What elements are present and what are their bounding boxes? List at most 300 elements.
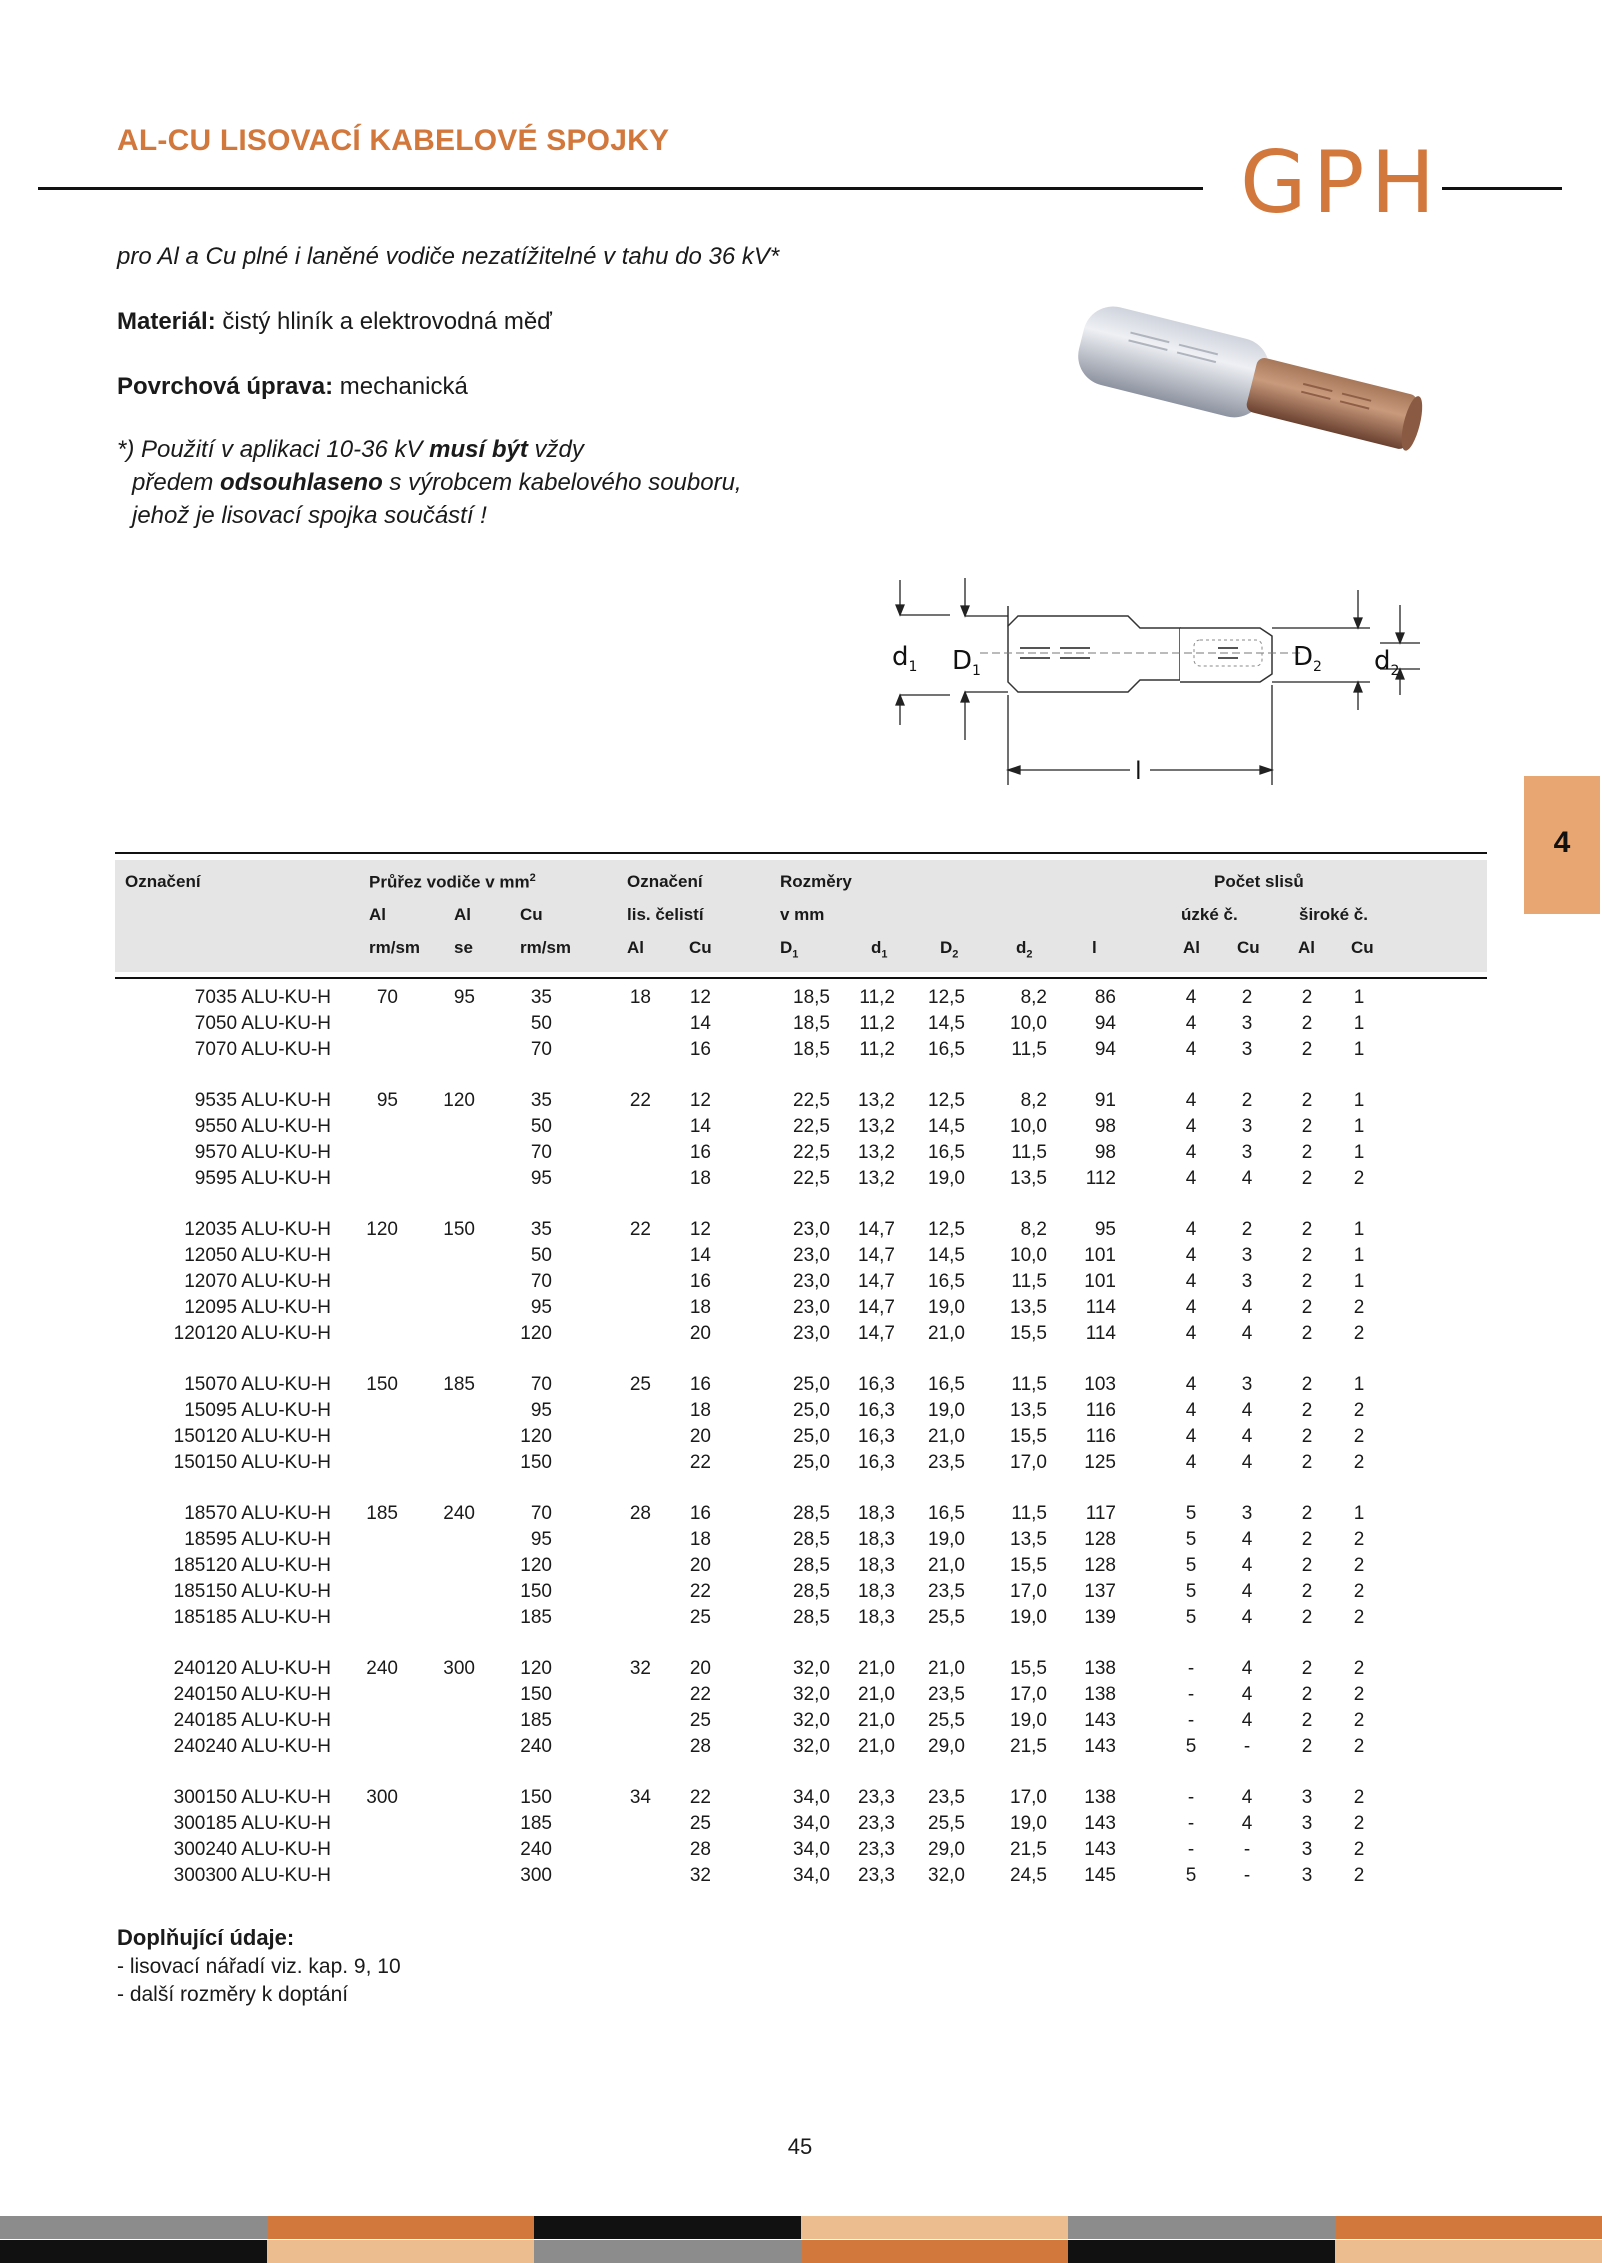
cell-D1: 32,0 <box>793 1710 830 1731</box>
cell-die-cu: 20 <box>689 1426 711 1447</box>
table-row <box>115 1785 1487 1811</box>
table-row <box>115 1682 1487 1708</box>
cell-die-cu: 22 <box>689 1684 711 1705</box>
cell-cu-rm: 35 <box>530 1090 552 1111</box>
cell-wide-cu: 2 <box>1353 1607 1365 1628</box>
cell-cu-rm: 120 <box>520 1658 552 1679</box>
supplementary-line-1: - lisovací nářadí viz. kap. 9, 10 <box>117 1955 401 1978</box>
page-title: AL-CU LISOVACÍ KABELOVÉ SPOJKY <box>117 124 670 157</box>
cell-narrow-al: 4 <box>1185 1245 1197 1266</box>
cell-l: 86 <box>1094 987 1116 1008</box>
col-D2 <box>940 938 958 960</box>
cell-narrow-cu: - <box>1243 1839 1251 1860</box>
cell-d2: 13,5 <box>1010 1297 1047 1318</box>
cell-d1: 14,7 <box>858 1271 895 1292</box>
cell-d1: 23,3 <box>858 1813 895 1834</box>
cell-l: 143 <box>1084 1710 1116 1731</box>
material-value: čistý hliník a elektrovodná měď <box>215 308 552 335</box>
footer-bar-segment <box>1068 2240 1335 2263</box>
cell-d2: 19,0 <box>1010 1607 1047 1628</box>
cell-narrow-cu: 2 <box>1241 1219 1253 1240</box>
cell-D2: 21,0 <box>928 1323 965 1344</box>
note-line-3: jehož je lisovací spojka součástí ! <box>132 502 487 529</box>
cell-l: 114 <box>1085 1297 1116 1318</box>
cell-wide-al: 2 <box>1301 1426 1313 1447</box>
cell-l: 114 <box>1085 1323 1116 1344</box>
cell-narrow-cu: 3 <box>1241 1503 1253 1524</box>
cell-l: 91 <box>1094 1090 1116 1111</box>
cell-D2: 21,0 <box>928 1426 965 1447</box>
table-row <box>115 1708 1487 1734</box>
cell-wide-al: 2 <box>1301 1503 1313 1524</box>
cell-d2: 17,0 <box>1010 1787 1047 1808</box>
cell-die-cu: 22 <box>689 1787 711 1808</box>
cell-d2: 13,5 <box>1010 1400 1047 1421</box>
cell-wide-al: 2 <box>1301 1710 1313 1731</box>
cell-wide-al: 2 <box>1301 1142 1313 1163</box>
table-header <box>115 860 1487 972</box>
cell-wide-al: 2 <box>1301 1297 1313 1318</box>
cell-die-cu: 12 <box>689 1219 711 1240</box>
cell-l: 117 <box>1085 1503 1116 1524</box>
col-cu-unit: rm/sm <box>520 938 572 957</box>
cell-narrow-al: 4 <box>1185 1297 1197 1318</box>
col-wide: široké č. <box>1299 905 1368 924</box>
cell-narrow-al: 5 <box>1185 1503 1197 1524</box>
table-row <box>115 1269 1487 1295</box>
cell-wide-cu: 2 <box>1353 1787 1365 1808</box>
cell-D1: 28,5 <box>793 1581 830 1602</box>
cell-d1: 21,0 <box>858 1710 895 1731</box>
cell-D2: 12,5 <box>928 1090 965 1111</box>
cell-D2: 16,5 <box>928 1142 965 1163</box>
cell-cu-rm: 35 <box>530 987 552 1008</box>
cell-wide-al: 3 <box>1301 1787 1313 1808</box>
cell-designation: 9550 ALU-KU-H <box>194 1116 331 1137</box>
footer-bar-segment <box>801 2216 1068 2239</box>
cell-D1: 32,0 <box>793 1684 830 1705</box>
cell-die-cu: 16 <box>689 1271 711 1292</box>
cell-D1: 23,0 <box>793 1271 830 1292</box>
col-cross-section <box>369 872 536 893</box>
label-D2-sub: 2 <box>1313 659 1322 675</box>
cell-narrow-cu: 4 <box>1241 1684 1253 1705</box>
cell-D1: 22,5 <box>793 1090 830 1111</box>
cell-narrow-al: 4 <box>1185 1219 1197 1240</box>
cell-wide-cu: 2 <box>1353 1684 1365 1705</box>
cell-die-cu: 16 <box>689 1142 711 1163</box>
cell-d2: 17,0 <box>1010 1452 1047 1473</box>
cell-wide-al: 3 <box>1301 1865 1313 1886</box>
cell-die-cu: 14 <box>689 1116 711 1137</box>
cell-cu-rm: 240 <box>520 1839 552 1860</box>
col-narrow-cu: Cu <box>1237 938 1260 957</box>
cell-narrow-cu: 3 <box>1241 1142 1253 1163</box>
cell-narrow-cu: 3 <box>1241 1374 1253 1395</box>
cell-D1: 28,5 <box>793 1607 830 1628</box>
cell-die-cu: 16 <box>689 1503 711 1524</box>
cell-D1: 34,0 <box>793 1865 830 1886</box>
cell-d1: 13,2 <box>858 1142 895 1163</box>
footer-bar-segment <box>801 2240 1068 2263</box>
surface-line <box>117 370 468 403</box>
cell-cu-rm: 95 <box>530 1529 552 1550</box>
table-body <box>115 985 1487 1885</box>
cell-cu-rm: 300 <box>520 1865 552 1886</box>
label-d1: d <box>892 642 909 672</box>
cell-wide-al: 2 <box>1301 1271 1313 1292</box>
cell-narrow-cu: 4 <box>1241 1555 1253 1576</box>
usage-note <box>117 433 742 532</box>
note-text: *) Použití v aplikaci 10-36 kV <box>117 436 430 463</box>
cell-narrow-cu: 4 <box>1241 1710 1253 1731</box>
D2-sub: 2 <box>952 948 959 961</box>
col-D1 <box>780 938 798 960</box>
svg-text:d1 <box>892 642 917 675</box>
cell-d2: 10,0 <box>1010 1013 1047 1034</box>
col-designation: Označení <box>125 872 201 891</box>
cell-wide-cu: 1 <box>1353 987 1365 1008</box>
cell-designation: 185150 ALU-KU-H <box>173 1581 331 1602</box>
header-rule-left <box>38 187 1203 190</box>
cell-D1: 23,0 <box>793 1297 830 1318</box>
cell-designation: 120120 ALU-KU-H <box>173 1323 331 1344</box>
D2-label: D <box>940 938 953 957</box>
cell-narrow-al: 4 <box>1185 1271 1197 1292</box>
cell-die-cu: 18 <box>689 1297 711 1318</box>
cell-die-al: 28 <box>629 1503 651 1524</box>
cell-die-cu: 28 <box>689 1736 711 1757</box>
col-al2: Al <box>454 905 471 924</box>
cell-d2: 11,5 <box>1011 1039 1047 1060</box>
cell-D1: 23,0 <box>793 1219 830 1240</box>
footer-color-bars <box>0 2216 1600 2263</box>
table-row <box>115 1837 1487 1863</box>
cell-wide-cu: 2 <box>1353 1865 1365 1886</box>
table-row <box>115 1553 1487 1579</box>
note-line-2 <box>117 466 742 499</box>
cross-section-label: Průřez vodiče v mm <box>369 872 530 892</box>
cell-al-rm: 120 <box>366 1219 398 1240</box>
cell-die-al: 25 <box>629 1374 651 1395</box>
cell-wide-al: 3 <box>1301 1839 1313 1860</box>
cell-cu-rm: 120 <box>520 1323 552 1344</box>
table-row <box>115 1140 1487 1166</box>
footer-bar-segment <box>1335 2216 1602 2239</box>
table-row <box>115 1372 1487 1398</box>
cell-l: 125 <box>1084 1452 1116 1473</box>
cell-die-cu: 25 <box>689 1607 711 1628</box>
cell-l: 138 <box>1084 1787 1116 1808</box>
table-row <box>115 1605 1487 1631</box>
cell-D2: 21,0 <box>928 1658 965 1679</box>
cell-wide-al: 3 <box>1301 1813 1313 1834</box>
footer-bar-segment <box>0 2240 267 2263</box>
cell-D1: 18,5 <box>793 1039 830 1060</box>
table-row <box>115 1656 1487 1682</box>
cell-designation: 150150 ALU-KU-H <box>173 1452 331 1473</box>
table-row <box>115 1011 1487 1037</box>
cell-D1: 22,5 <box>793 1142 830 1163</box>
cell-narrow-cu: 4 <box>1241 1607 1253 1628</box>
cell-d2: 19,0 <box>1010 1710 1047 1731</box>
table-row <box>115 1295 1487 1321</box>
cell-die-cu: 14 <box>689 1245 711 1266</box>
cell-cu-rm: 185 <box>520 1607 552 1628</box>
cell-narrow-cu: 3 <box>1241 1039 1253 1060</box>
cell-die-cu: 22 <box>689 1452 711 1473</box>
cell-D2: 14,5 <box>928 1245 965 1266</box>
cell-l: 138 <box>1084 1658 1116 1679</box>
cell-wide-al: 2 <box>1301 1323 1313 1344</box>
cell-designation: 300150 ALU-KU-H <box>173 1787 331 1808</box>
cell-d2: 11,5 <box>1011 1271 1047 1292</box>
cell-designation: 7035 ALU-KU-H <box>194 987 331 1008</box>
cell-narrow-cu: 3 <box>1241 1271 1253 1292</box>
cell-narrow-al: 4 <box>1185 1168 1197 1189</box>
cell-D1: 32,0 <box>793 1658 830 1679</box>
cell-d2: 17,0 <box>1010 1581 1047 1602</box>
cell-al-se: 300 <box>443 1658 475 1679</box>
cell-wide-al: 2 <box>1301 1245 1313 1266</box>
cell-D1: 25,0 <box>793 1374 830 1395</box>
cell-d2: 19,0 <box>1010 1813 1047 1834</box>
col-dimensions: Rozměry <box>780 872 852 891</box>
cell-cu-rm: 150 <box>520 1684 552 1705</box>
cell-D2: 19,0 <box>928 1168 965 1189</box>
svg-text:D1 <box>952 646 981 679</box>
header-rule-right <box>1442 187 1562 190</box>
cell-al-rm: 300 <box>366 1787 398 1808</box>
cell-wide-cu: 1 <box>1353 1245 1365 1266</box>
cell-die-cu: 16 <box>689 1374 711 1395</box>
cell-d1: 14,7 <box>858 1245 895 1266</box>
cell-l: 128 <box>1084 1529 1116 1550</box>
note-line-1 <box>117 433 742 466</box>
cell-al-rm: 150 <box>366 1374 398 1395</box>
cell-D1: 34,0 <box>793 1813 830 1834</box>
cell-D2: 25,5 <box>928 1710 965 1731</box>
cell-narrow-al: - <box>1187 1658 1195 1679</box>
cell-D2: 23,5 <box>928 1452 965 1473</box>
cell-D2: 16,5 <box>928 1374 965 1395</box>
footer-bar-segment <box>267 2240 534 2263</box>
cell-designation: 9535 ALU-KU-H <box>194 1090 331 1111</box>
cell-wide-cu: 1 <box>1353 1090 1365 1111</box>
cell-die-cu: 32 <box>689 1865 711 1886</box>
label-D2: D <box>1293 642 1314 672</box>
table-row <box>115 1579 1487 1605</box>
cell-die-cu: 14 <box>689 1013 711 1034</box>
cell-D1: 28,5 <box>793 1529 830 1550</box>
cell-die-al: 22 <box>629 1090 651 1111</box>
col-die-cu: Cu <box>689 938 712 957</box>
cell-narrow-al: - <box>1187 1684 1195 1705</box>
label-d2: d <box>1374 646 1391 676</box>
cell-designation: 300240 ALU-KU-H <box>173 1839 331 1860</box>
svg-text:D2 <box>1293 642 1322 675</box>
cell-wide-cu: 2 <box>1353 1323 1365 1344</box>
footer-bar-segment <box>534 2216 801 2239</box>
cell-narrow-al: 4 <box>1185 1013 1197 1034</box>
cell-narrow-al: 4 <box>1185 1039 1197 1060</box>
cell-narrow-al: 4 <box>1185 1116 1197 1137</box>
cell-l: 139 <box>1084 1607 1116 1628</box>
cell-D2: 16,5 <box>928 1271 965 1292</box>
cell-narrow-cu: 3 <box>1241 1116 1253 1137</box>
cell-cu-rm: 70 <box>530 1039 552 1060</box>
cell-die-cu: 16 <box>689 1039 711 1060</box>
cell-d2: 13,5 <box>1010 1168 1047 1189</box>
note-text: vždy <box>527 436 584 463</box>
cell-narrow-cu: - <box>1243 1736 1251 1757</box>
cell-D1: 25,0 <box>793 1426 830 1447</box>
cell-wide-cu: 2 <box>1353 1168 1365 1189</box>
footer-bar-segment <box>534 2240 801 2263</box>
cell-die-cu: 18 <box>689 1529 711 1550</box>
cell-wide-cu: 2 <box>1353 1839 1365 1860</box>
cell-cu-rm: 95 <box>530 1168 552 1189</box>
cell-d2: 10,0 <box>1010 1245 1047 1266</box>
cell-d1: 13,2 <box>858 1090 895 1111</box>
cell-D2: 23,5 <box>928 1581 965 1602</box>
cell-d1: 21,0 <box>858 1684 895 1705</box>
cell-cu-rm: 120 <box>520 1555 552 1576</box>
cell-D1: 34,0 <box>793 1787 830 1808</box>
chapter-number: 4 <box>1553 826 1571 859</box>
cell-cu-rm: 185 <box>520 1813 552 1834</box>
dimension-diagram <box>880 575 1430 790</box>
cell-D1: 23,0 <box>793 1245 830 1266</box>
cell-narrow-al: 5 <box>1185 1865 1197 1886</box>
cell-narrow-cu: 4 <box>1241 1426 1253 1447</box>
cell-l: 95 <box>1094 1219 1116 1240</box>
cell-D2: 23,5 <box>928 1787 965 1808</box>
cell-d2: 8,2 <box>1020 1219 1047 1240</box>
cell-narrow-cu: 4 <box>1241 1323 1253 1344</box>
cell-wide-cu: 2 <box>1353 1529 1365 1550</box>
cell-narrow-al: 4 <box>1185 1426 1197 1447</box>
cell-d1: 13,2 <box>858 1168 895 1189</box>
col-l: l <box>1092 938 1097 957</box>
cell-l: 143 <box>1084 1813 1116 1834</box>
material-label: Materiál: <box>117 308 216 335</box>
cell-designation: 240240 ALU-KU-H <box>173 1736 331 1757</box>
cell-narrow-cu: 4 <box>1241 1452 1253 1473</box>
cell-die-cu: 12 <box>689 1090 711 1111</box>
col-die-designation: Označení <box>627 872 703 891</box>
col-wide-cu: Cu <box>1351 938 1374 957</box>
col-d1 <box>871 938 888 960</box>
cell-d2: 15,5 <box>1010 1658 1047 1679</box>
cell-l: 116 <box>1085 1426 1116 1447</box>
cell-die-al: 34 <box>629 1787 651 1808</box>
cell-d2: 13,5 <box>1010 1529 1047 1550</box>
product-photo <box>1060 300 1430 480</box>
cell-D2: 19,0 <box>928 1297 965 1318</box>
cell-designation: 12095 ALU-KU-H <box>184 1297 331 1318</box>
cell-wide-al: 2 <box>1301 987 1313 1008</box>
cell-wide-cu: 1 <box>1353 1142 1365 1163</box>
cell-D2: 14,5 <box>928 1013 965 1034</box>
cell-d2: 10,0 <box>1010 1116 1047 1137</box>
cell-designation: 300300 ALU-KU-H <box>173 1865 331 1886</box>
footer-bar-segment <box>1335 2240 1602 2263</box>
cell-wide-cu: 2 <box>1353 1581 1365 1602</box>
surface-label: Povrchová úprava: <box>117 373 334 400</box>
chapter-tab <box>1524 776 1600 914</box>
cell-wide-cu: 1 <box>1353 1013 1365 1034</box>
col-press-count: Počet slisů <box>1214 872 1304 891</box>
cell-l: 98 <box>1094 1116 1116 1137</box>
cell-cu-rm: 150 <box>520 1787 552 1808</box>
col-al1-unit: rm/sm <box>369 938 421 957</box>
cell-die-al: 32 <box>629 1658 651 1679</box>
cell-D1: 23,0 <box>793 1323 830 1344</box>
cell-d2: 11,5 <box>1011 1503 1047 1524</box>
cell-die-cu: 20 <box>689 1555 711 1576</box>
D1-sub: 1 <box>792 948 799 961</box>
cell-narrow-al: 4 <box>1185 1090 1197 1111</box>
cell-narrow-cu: 4 <box>1241 1787 1253 1808</box>
gph-logo <box>1240 132 1442 233</box>
col-die-2: lis. čelistí <box>627 905 704 924</box>
cell-D1: 25,0 <box>793 1400 830 1421</box>
cell-D1: 34,0 <box>793 1839 830 1860</box>
cell-d2: 17,0 <box>1010 1684 1047 1705</box>
cell-al-rm: 185 <box>366 1503 398 1524</box>
cell-designation: 7070 ALU-KU-H <box>194 1039 331 1060</box>
surface-value: mechanická <box>333 373 468 400</box>
cell-designation: 15070 ALU-KU-H <box>184 1374 331 1395</box>
cell-d1: 23,3 <box>858 1787 895 1808</box>
cell-designation: 150120 ALU-KU-H <box>173 1426 331 1447</box>
cell-d2: 15,5 <box>1010 1426 1047 1447</box>
cell-narrow-al: 4 <box>1185 1400 1197 1421</box>
cell-cu-rm: 240 <box>520 1736 552 1757</box>
cell-narrow-cu: 4 <box>1241 1813 1253 1834</box>
col-die-al: Al <box>627 938 644 957</box>
cell-D1: 32,0 <box>793 1736 830 1757</box>
cell-narrow-cu: 4 <box>1241 1581 1253 1602</box>
cell-d1: 21,0 <box>858 1658 895 1679</box>
cell-l: 137 <box>1084 1581 1116 1602</box>
cell-D1: 18,5 <box>793 1013 830 1034</box>
cell-designation: 15095 ALU-KU-H <box>184 1400 331 1421</box>
cell-D2: 12,5 <box>928 1219 965 1240</box>
cell-d1: 16,3 <box>858 1452 895 1473</box>
table-row <box>115 1037 1487 1063</box>
cell-die-cu: 28 <box>689 1839 711 1860</box>
cell-wide-al: 2 <box>1301 1400 1313 1421</box>
cell-die-cu: 18 <box>689 1168 711 1189</box>
label-l: l <box>1135 757 1142 785</box>
note-emphasis: odsouhlaseno <box>220 469 383 496</box>
table-row <box>115 1863 1487 1889</box>
footer-bar-segment <box>267 2216 534 2239</box>
cell-designation: 240120 ALU-KU-H <box>173 1658 331 1679</box>
cell-d1: 13,2 <box>858 1116 895 1137</box>
col-wide-al: Al <box>1298 938 1315 957</box>
cell-narrow-cu: 2 <box>1241 1090 1253 1111</box>
label-D1-sub: 1 <box>972 663 981 679</box>
cell-die-cu: 25 <box>689 1813 711 1834</box>
cell-narrow-al: 4 <box>1185 1452 1197 1473</box>
cell-narrow-cu: 4 <box>1241 1529 1253 1550</box>
cell-d1: 23,3 <box>858 1839 895 1860</box>
cell-l: 101 <box>1084 1245 1116 1266</box>
cell-d2: 8,2 <box>1020 1090 1047 1111</box>
